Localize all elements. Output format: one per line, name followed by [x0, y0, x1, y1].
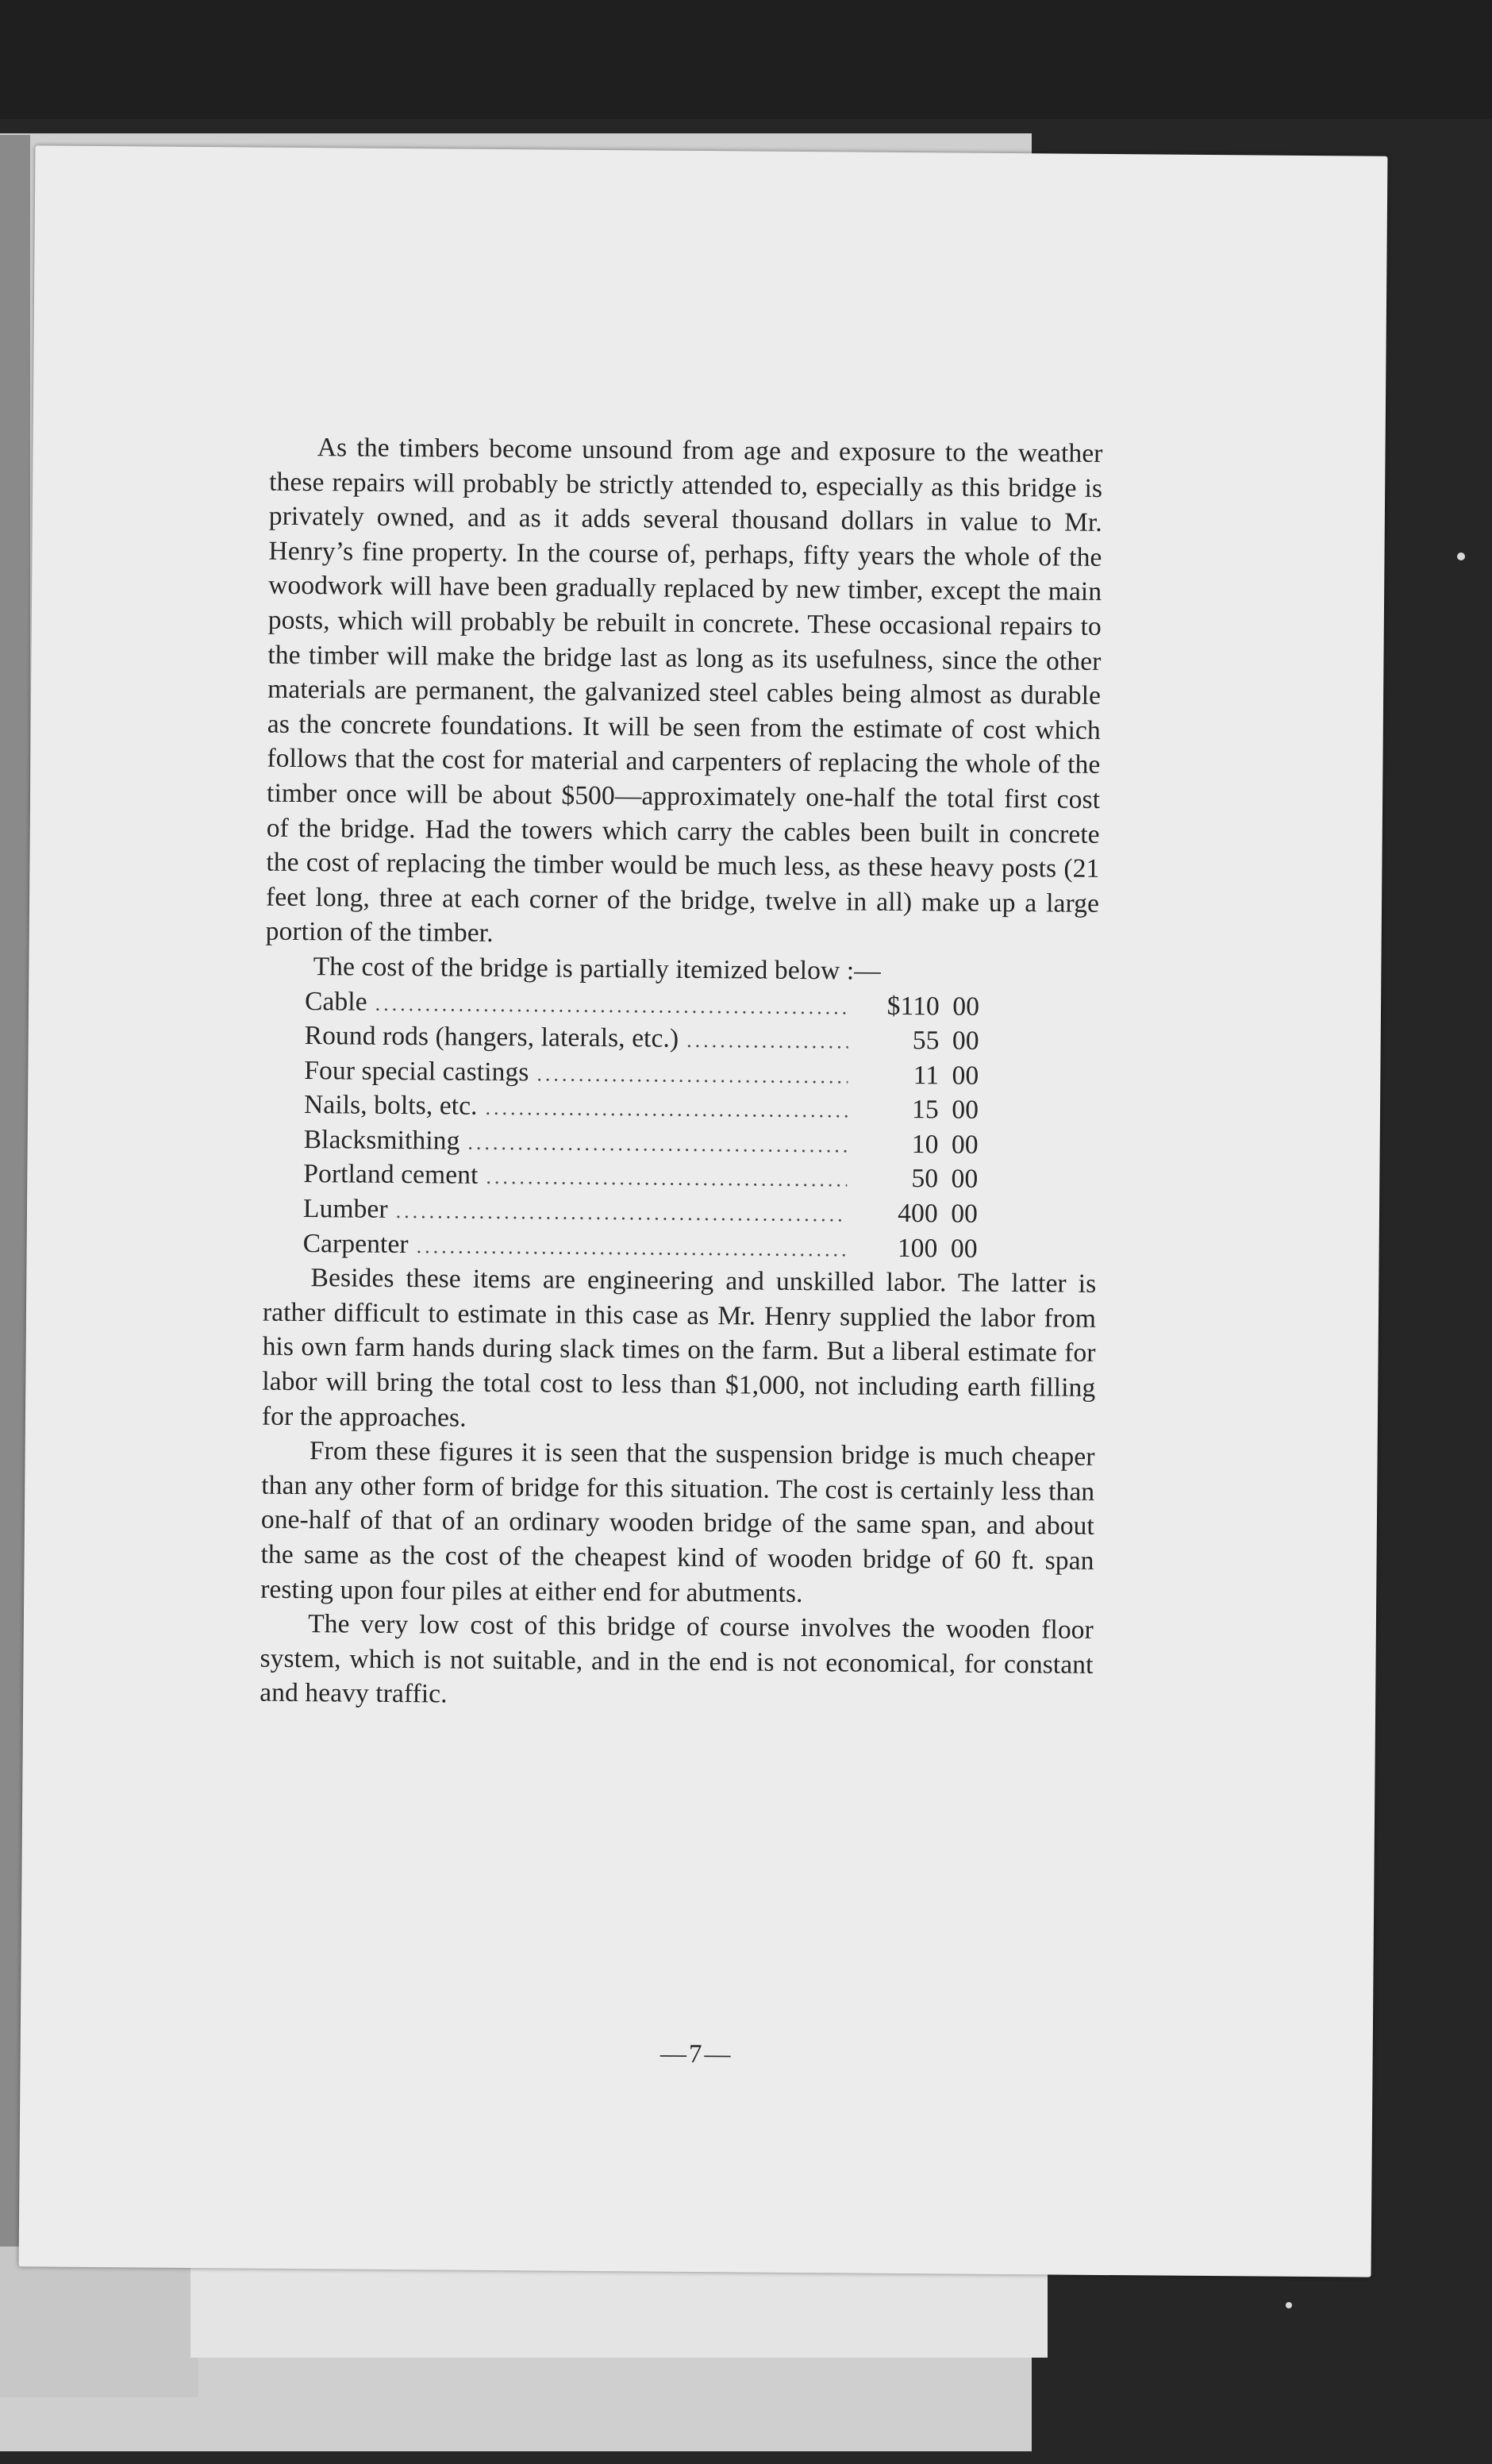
- paragraph-timber-repairs: As the timbers become unsound from age and exposure to the weather these repairs will probably be strictly attended to, especially as this bridge is privately owned, and as it adds several thousand dollars in value to Mr. Henry’s fine property. In the course of, perhaps, fifty years the whole of the woodwork will have been gradually replaced by new timber, except the main posts, which will probably be rebuilt in concrete. These occasional repairs to the timber will make the bridge last as long as its usefulness, since the other materials are permanent, the galvanized steel cables being almost as durable as the concrete foundations. It will be seen from the estimate of cost which follows that the cost for material and carpenters of replacing the whole of the timber once will be about $500—approximately one-half the total first cost of the bridge. Had the towers which carry the cables been built in concrete the cost of replacing the timber would be much less, as these heavy posts (21 feet long, three at each corner of the bridge, twelve in all) make up a large portion of the timber.: [265, 433, 1103, 949]
- cost-item-label: Carpenter: [302, 1228, 409, 1259]
- dot-leader: [467, 1126, 848, 1163]
- cost-row-castings: [304, 1053, 979, 1093]
- dust-speck: [1457, 552, 1465, 560]
- cost-item-label: Cable: [304, 986, 367, 1017]
- cost-item-amount: 100 00: [897, 1233, 978, 1264]
- page-text: [260, 430, 1103, 1717]
- cost-row-blacksmithing: [304, 1122, 979, 1162]
- scan-background-top: [0, 0, 1492, 119]
- cost-item-label: Lumber: [302, 1194, 388, 1224]
- cost-item-label: Blacksmithing: [303, 1124, 460, 1156]
- cost-row-cable: [305, 984, 979, 1024]
- cost-item-amount: $110 00: [886, 991, 980, 1022]
- paragraph-labor: Besides these items are engineering and unskilled labor. The latter is rather difficult to estimate in this case as Mr. Henry supplied the labor from his own farm hands during slack times on the farm. But a liberal estimate for labor will bring the total cost to less than $1,000, not including earth filling for the approaches.: [261, 1263, 1097, 1433]
- cost-item-label: Four special castings: [304, 1055, 529, 1087]
- dot-leader: [686, 1023, 848, 1059]
- cost-item-amount: 11 00: [913, 1060, 979, 1091]
- cost-item-amount: 10 00: [911, 1129, 979, 1160]
- cost-item-label: Nails, bolts, etc.: [303, 1090, 478, 1122]
- cost-item-amount: 50 00: [911, 1164, 979, 1195]
- cost-item-label: Round rods (hangers, laterals, etc.): [304, 1021, 679, 1053]
- dot-leader: [416, 1229, 846, 1267]
- dot-leader: [485, 1091, 848, 1128]
- cost-row-carpenter: [302, 1226, 977, 1266]
- paragraph-cost-intro: The cost of the bridge is partially itemized below :—: [313, 952, 881, 986]
- cost-item-amount: 15 00: [911, 1095, 979, 1126]
- dot-leader: [536, 1057, 848, 1094]
- dot-leader: [395, 1194, 847, 1232]
- cost-item-amount: 400 00: [898, 1198, 979, 1229]
- cost-list: [302, 984, 979, 1266]
- cost-item-amount: 55 00: [912, 1026, 979, 1056]
- paragraph-floor-system: The very low cost of this bridge of course involves the wooden floor system, which is not suitable, and in the end is not economical, for constant and heavy traffic.: [260, 1609, 1094, 1709]
- dot-leader: [375, 986, 849, 1024]
- cost-row-nails-bolts: [304, 1088, 979, 1127]
- cost-item-label: Portland cement: [303, 1159, 479, 1191]
- cost-row-lumber: [303, 1192, 978, 1231]
- cost-row-cement: [303, 1157, 978, 1197]
- dot-leader: [486, 1160, 847, 1197]
- paragraph-comparison: From these figures it is seen that the suspension bridge is much cheaper than any other form of bridge for this situation. The cost is certainly less than one-half of that of an ordinary wooden bridge of the same span, and about the same as the cost of the cheapest kind of wooden bridge of 60 ft. span resting upon four piles at either end for abutments.: [260, 1436, 1095, 1608]
- book-page: [19, 145, 1388, 2277]
- cost-row-round-rods: [305, 1018, 979, 1058]
- page-number: —7—: [659, 2039, 733, 2069]
- dust-speck: [1286, 2302, 1292, 2308]
